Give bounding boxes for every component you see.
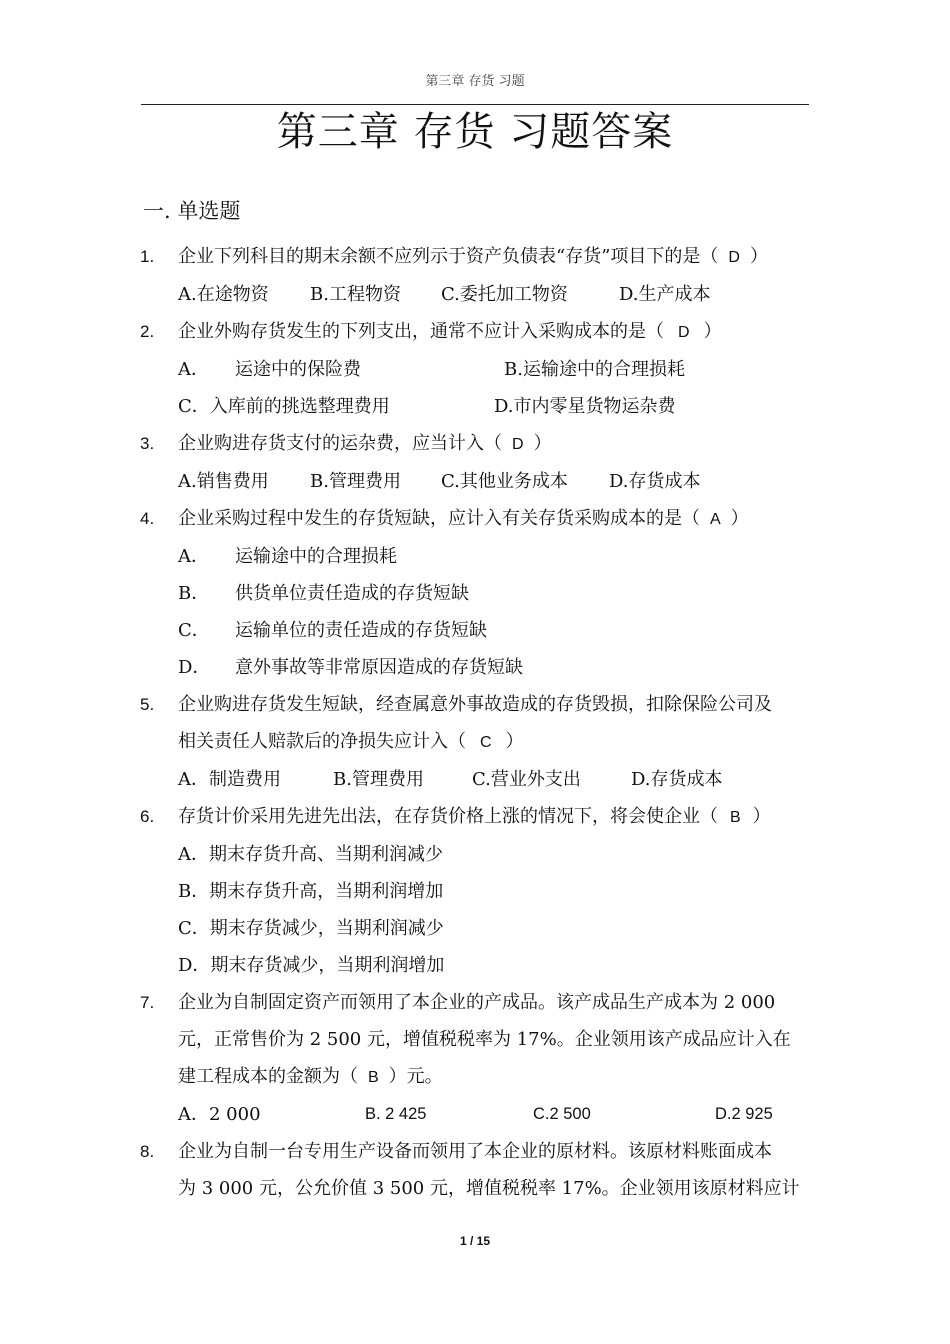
answer: D: [728, 249, 740, 266]
option-a: A．制造费用: [178, 769, 281, 790]
option-a: 运途中的保险费: [235, 359, 361, 380]
answer: C: [480, 734, 492, 751]
question-number: 4.: [140, 509, 155, 528]
option-c: 运输单位的责任造成的存货短缺: [235, 620, 487, 641]
document-title: 第三章 存货 习题答案: [276, 109, 674, 155]
option-d: D.存货成本: [631, 769, 723, 790]
question-5: [140, 686, 812, 761]
option-b: B.工程物资: [310, 284, 401, 305]
option-a: A.在途物资: [178, 284, 269, 305]
question-2: [140, 313, 812, 351]
options-1: [178, 276, 812, 313]
option-b: B.运输途中的合理损耗: [504, 359, 685, 380]
question-6: [140, 798, 812, 836]
option-b-label: B．: [178, 583, 210, 604]
question-text: 企业外购存货发生的下列支出，通常不应计入采购成本的是（ D ）: [178, 321, 722, 342]
option-c: C.委托加工物资: [441, 284, 568, 305]
question-8: [140, 1133, 812, 1207]
question-text: 企业购进存货支付的运杂费，应当计入（ D ）: [178, 433, 552, 454]
question-7: [140, 984, 812, 1096]
option-d: D.存货成本: [609, 471, 701, 492]
option-b: B.管理费用: [333, 769, 424, 790]
answer: D: [678, 324, 690, 341]
answer: B: [368, 1069, 379, 1086]
options-2: [178, 351, 812, 425]
question-list: [140, 238, 812, 1207]
question-text: 企业为自制一台专用生产设备而领用了本企业的原材料。该原材料账面成本 为 3 000 元，公允价值 3 500 元，增值税税率 17%。企业领用该原材料应计: [178, 1141, 800, 1199]
option-c: C.营业外支出: [472, 769, 581, 790]
option-d-label: D．: [178, 657, 211, 678]
question-text: 存货计价采用先进先出法，在存货价格上涨的情况下，将会使企业（ B ）: [178, 806, 771, 827]
option-b: B.管理费用: [310, 471, 401, 492]
option-a: A．期末存货升高、当期利润减少: [178, 844, 443, 865]
option-c: C.其他业务成本: [441, 471, 568, 492]
page-number: 1 / 15: [459, 1234, 491, 1248]
options-7: [178, 1096, 812, 1133]
options-4: [178, 538, 812, 686]
option-c: C．期末存货减少，当期利润减少: [178, 918, 444, 939]
option-a: 运输途中的合理损耗: [235, 546, 397, 567]
question-text: 企业下列科目的期末余额不应列示于资产负债表“存货”项目下的是（ D ）: [178, 246, 768, 267]
page-header: 第三章 存货 习题: [425, 74, 525, 89]
question-text: 企业为自制固定资产而领用了本企业的产成品。该产成品生产成本为 2 000 元，正常售价为 2 500 元，增值税税率为 17%。企业领用该产成品应计入在 建工程成本的金额为（ B ）元。: [178, 992, 791, 1087]
question-number: 1.: [140, 247, 155, 266]
answer: B: [730, 809, 741, 826]
option-c: C.2 500: [533, 1105, 591, 1123]
section-heading: 一. 单选题: [143, 199, 241, 223]
question-text: 企业采购过程中发生的存货短缺，应计入有关存货采购成本的是（ A ）: [178, 508, 749, 529]
option-a-label: A．: [178, 359, 209, 380]
question-4: [140, 500, 812, 538]
answer: D: [512, 436, 524, 453]
option-a-label: A．: [178, 546, 209, 567]
option-c: C．入库前的挑选整理费用: [178, 396, 390, 417]
option-a: A．2 000: [178, 1104, 261, 1125]
options-5: [178, 761, 812, 798]
question-1: [140, 238, 812, 276]
option-d: D．期末存货减少，当期利润增加: [178, 955, 445, 976]
option-c-label: C．: [178, 620, 210, 641]
question-number: 8.: [140, 1142, 155, 1161]
option-b: B．期末存货升高，当期利润增加: [178, 881, 444, 902]
question-3: [140, 425, 812, 463]
question-text: 企业购进存货发生短缺，经查属意外事故造成的存货毁损，扣除保险公司及 相关责任人赔款后的净损失应计入（ C ）: [178, 694, 772, 752]
options-6: [178, 836, 812, 984]
option-d: 意外事故等非常原因造成的存货短缺: [235, 657, 523, 678]
answer: A: [710, 511, 721, 528]
option-d: D.生产成本: [619, 284, 711, 305]
question-number: 7.: [140, 993, 155, 1012]
option-d: D.市内零星货物运杂费: [494, 396, 676, 417]
options-3: [178, 463, 812, 500]
option-a: A.销售费用: [178, 471, 269, 492]
question-number: 6.: [140, 807, 155, 826]
option-b: 供货单位责任造成的存货短缺: [235, 583, 469, 604]
question-number: 2.: [140, 322, 155, 341]
option-b: B. 2 425: [365, 1105, 427, 1123]
question-number: 3.: [140, 434, 155, 453]
option-d: D.2 925: [715, 1105, 773, 1123]
question-number: 5.: [140, 695, 155, 714]
